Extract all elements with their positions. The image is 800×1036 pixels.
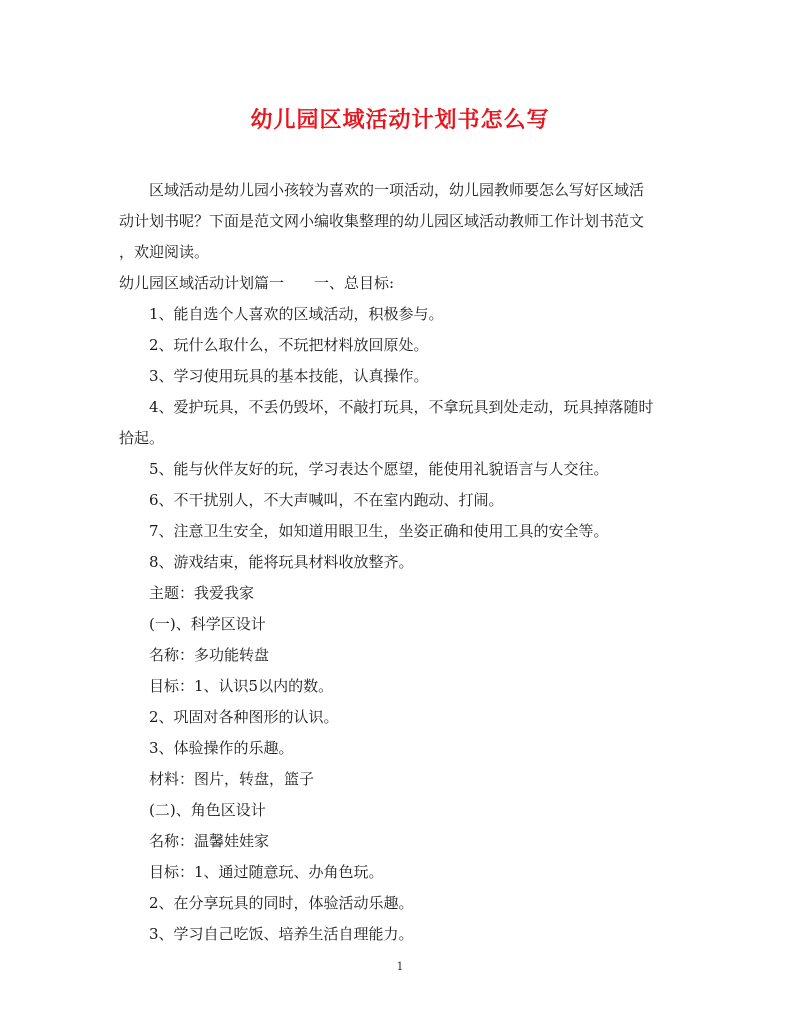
goal-item: 4、爱护玩具，不丢仍毁坏，不敲打玩具，不拿玩具到处走动，玩具掉落随时 [149, 398, 654, 416]
goal-item: 2、玩什么取什么，不玩把材料放回原处。 [149, 336, 429, 354]
role-area-name: 名称：温馨娃娃家 [149, 832, 270, 850]
science-area-heading: (一)、科学区设计 [149, 615, 266, 633]
science-area-goal: 目标：1、认识5以内的数。 [149, 677, 334, 695]
goal-item: 7、注意卫生安全，如知道用眼卫生，坐姿正确和使用工具的安全等。 [149, 522, 609, 540]
role-area-goal: 3、学习自己吃饭、培养生活自理能力。 [149, 925, 414, 943]
goal-item: 3、学习使用玩具的基本技能，认真操作。 [149, 367, 429, 385]
intro-line-2: 动计划书呢？下面是范文网小编收集整理的幼儿园区域活动教师工作计划书范文 [119, 212, 645, 230]
document-body [119, 175, 684, 950]
document-title: 幼儿园区域活动计划书怎么写 [250, 107, 550, 133]
theme-line: 主题：我爱我家 [149, 584, 255, 602]
goal-item-continuation: 拾起。 [119, 429, 165, 447]
goal-item: 8、游戏结束，能将玩具材料收放整齐。 [149, 553, 414, 571]
goal-item: 6、不干扰别人，不大声喊叫，不在室内跑动、打闹。 [149, 491, 504, 509]
role-area-goal: 2、在分享玩具的同时，体验活动乐趣。 [149, 894, 414, 912]
science-area-goal: 2、巩固对各种图形的认识。 [149, 708, 339, 726]
role-area-goal: 目标：1、通过随意玩、办角色玩。 [149, 863, 384, 881]
goal-item: 1、能自选个人喜欢的区域活动，积极参与。 [149, 305, 444, 323]
section-heading-right: 一、总目标: [314, 274, 395, 292]
science-area-materials: 材料：图片，转盘，篮子 [149, 770, 315, 788]
role-area-heading: (二)、角色区设计 [149, 801, 266, 819]
science-area-name: 名称：多功能转盘 [149, 646, 270, 664]
page-number: 1 [396, 960, 404, 973]
section-heading-left: 幼儿园区域活动计划篇一 [119, 274, 285, 292]
section-heading [119, 268, 684, 299]
goal-item: 5、能与伙伴友好的玩，学习表达个愿望，能使用礼貌语言与人交往。 [149, 460, 609, 478]
intro-line-1: 区域活动是幼儿园小孩较为喜欢的一项活动，幼儿园教师要怎么写好区域活 [149, 181, 645, 199]
intro-line-3: ，欢迎阅读。 [119, 243, 210, 261]
science-area-goal: 3、体验操作的乐趣。 [149, 739, 294, 757]
